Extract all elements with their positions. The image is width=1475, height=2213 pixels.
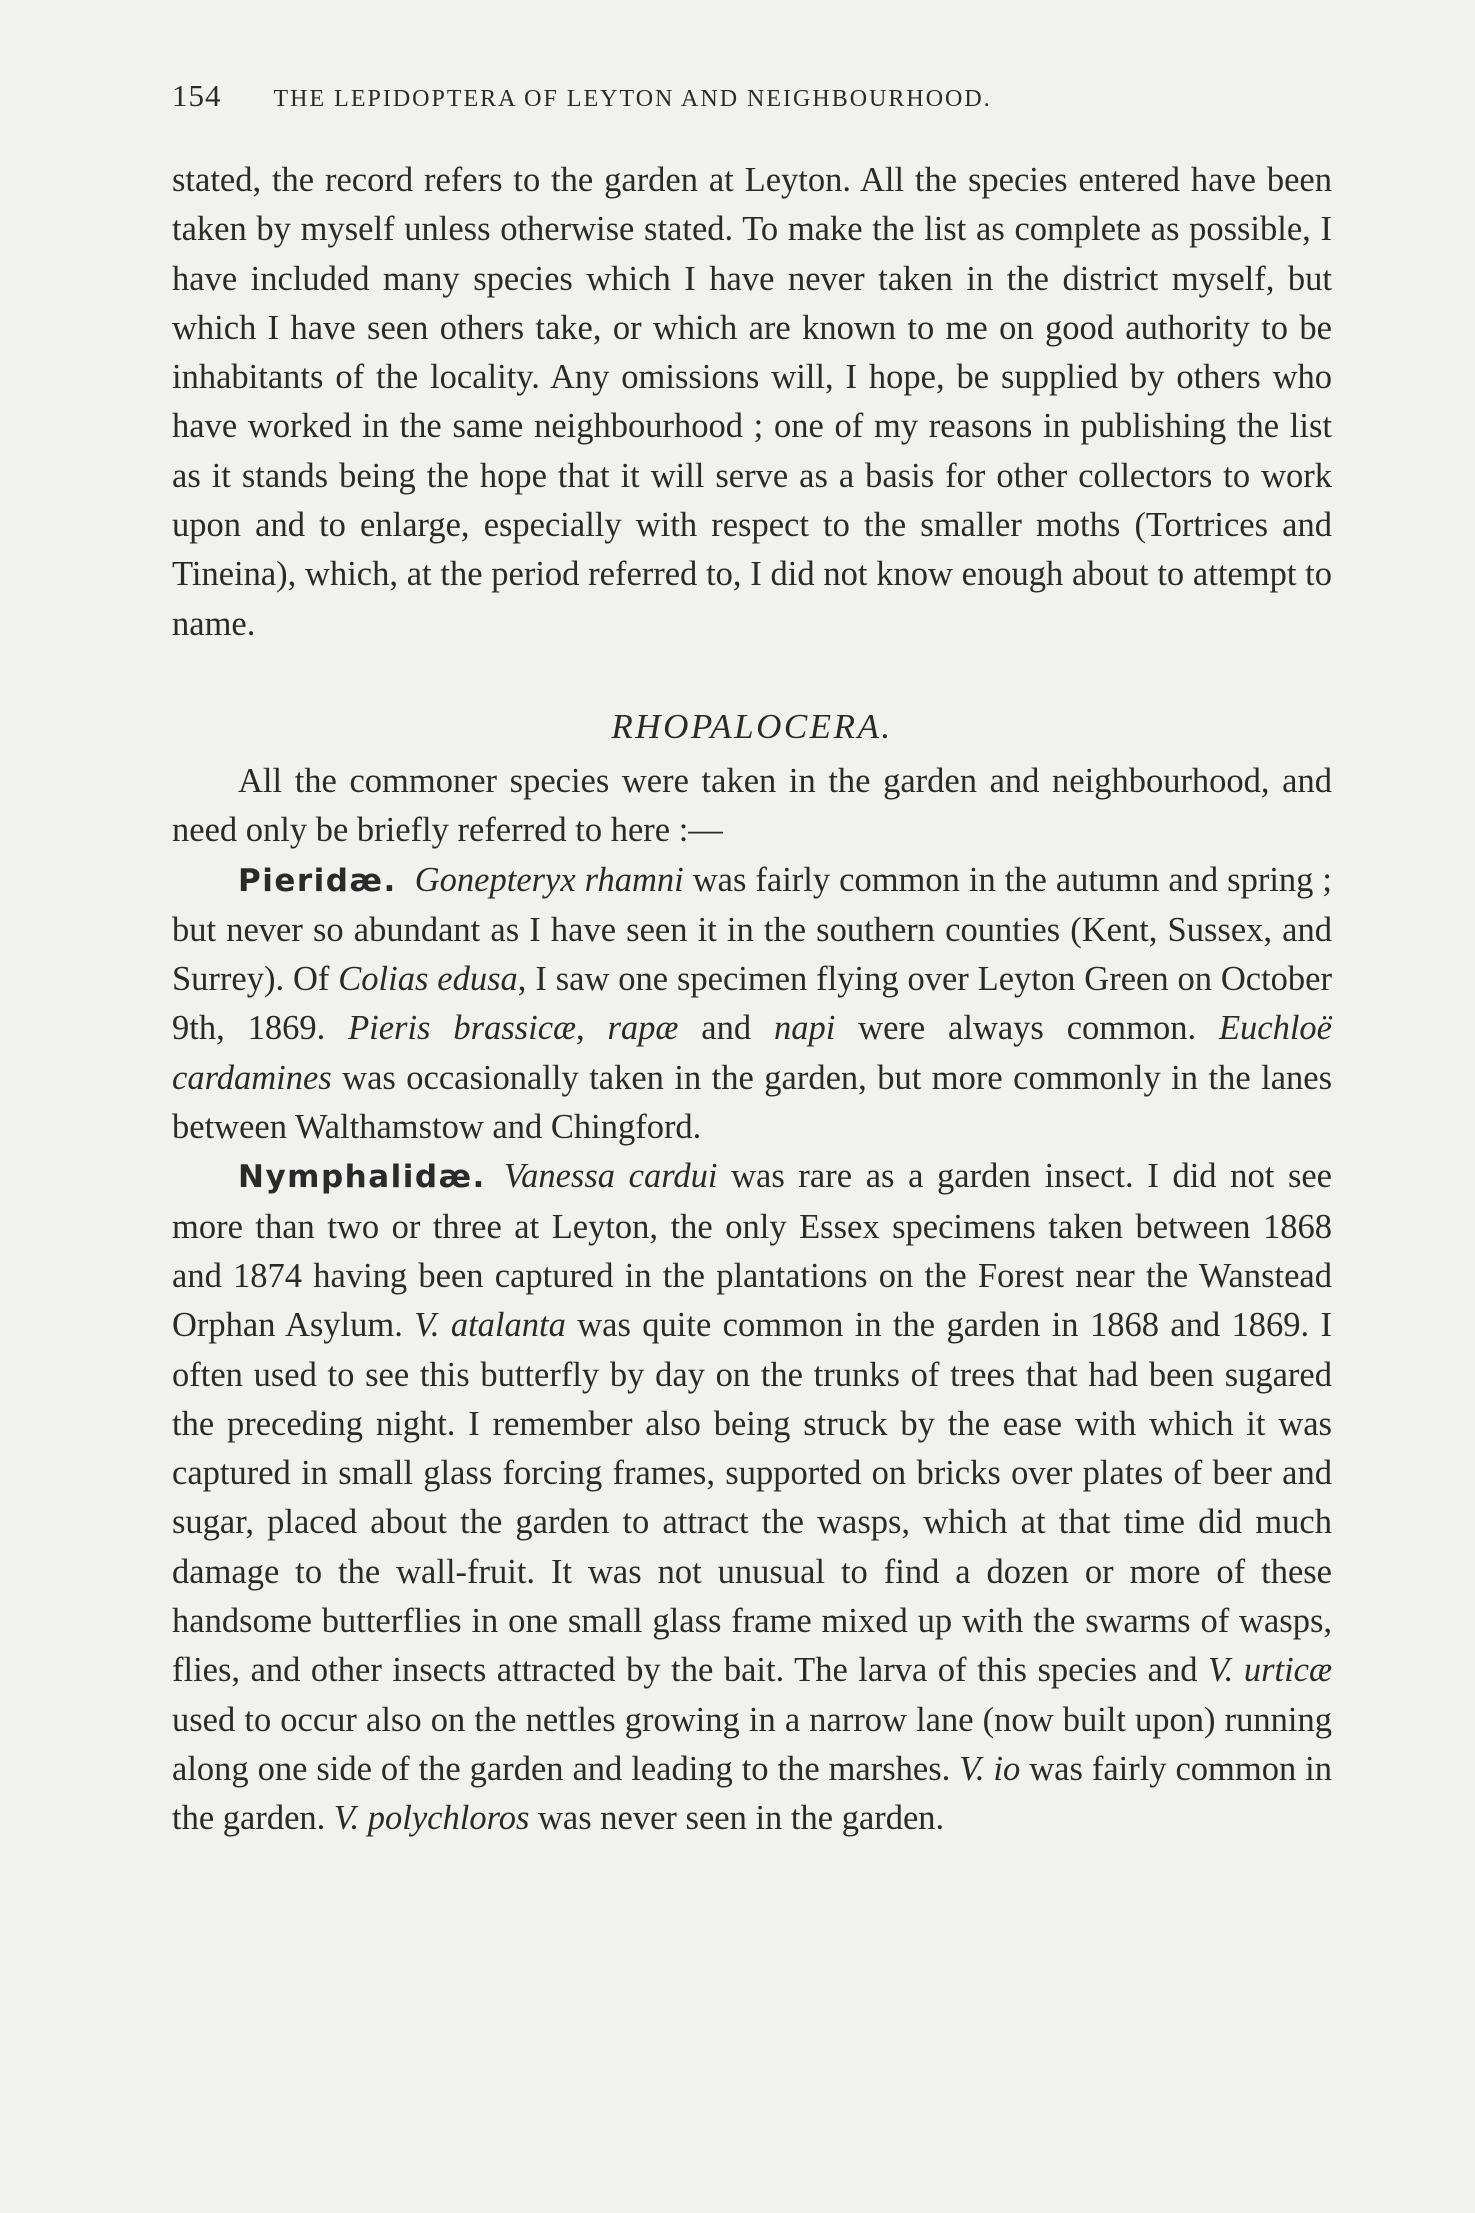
species-name: napi	[773, 1009, 836, 1048]
paragraph-text: was fairly common in the autumn and spring ; but never so abundant as I have seen it in the southern counties (Kent, Sussex, and Surrey). Of	[172, 860, 1333, 999]
intro-paragraph: stated, the record refers to the garden at Leyton. All the species entered have been taken by myself unless otherwise stated. To make the list as complete as possible, I have included many species which I have never taken in the district myself, but which I have seen others take, or which are known to me on good authority to be inhabitants of the locality. Any omissions will, I hope, be supplied by others who have worked in the same neighbourhood ; one of my reasons in publishing the list as it stands being the hope that it will serve as a basis for other collectors to work upon and to enlarge, especially with respect to the smaller moths (Tortrices and Tineina), which, at the period referred to, I did not know enough about to attempt to name.	[172, 161, 1332, 643]
species-name: Vanessa cardui	[503, 1157, 718, 1196]
running-title: THE LEPIDOPTERA OF LEYTON AND NEIGHBOURHOOD.	[273, 86, 992, 112]
family-name-pieridae: Pieridæ.	[238, 862, 397, 899]
species-name: rapæ	[607, 1009, 679, 1048]
species-name: Colias edusa	[338, 960, 518, 999]
paragraph-text: was never seen in the garden.	[529, 1799, 945, 1838]
paragraph-text: was fairly common in the garden.	[172, 1749, 1333, 1838]
species-name: V. io	[959, 1749, 1021, 1788]
section-heading: RHOPALOCERA.	[611, 706, 893, 746]
paragraph-text: ,	[576, 1009, 608, 1048]
nymphalidae-paragraph	[172, 1152, 1332, 1843]
paragraph-text: used to occur also on the nettles growing in a narrow lane (now built upon) running along one side of the garden and leading to the marshes.	[172, 1700, 1332, 1788]
family-name-nymphalidae: Nymphalidæ.	[238, 1159, 486, 1196]
paragraph-text: was rare as a garden insect. I did not see more than two or three at Leyton, the only Essex specimens taken between 1868 and 1874 having been captured in the plantations on the Forest near the Wanstead Orphan Asylum.	[172, 1157, 1332, 1345]
paragraph-text: and	[678, 1009, 774, 1048]
paragraph-text: was quite common in the garden in 1868 and 1869. I often used to see this butterfly by day on the trunks of trees that had been sugared the preceding night. I remember also being struck by the ease with which it was captured in small glass forcing frames, supported on bricks over plates of beer and sugar, placed about the garden to attract the wasps, which at that time did much damage to the wall-fruit. It was not unusual to find a dozen or more of these handsome butterflies in one small glass frame mixed up with the swarms of wasps, flies, and other insects attracted by the bait. The larva of this species and	[172, 1306, 1333, 1690]
species-name: V. atalanta	[414, 1306, 566, 1345]
paragraph-text: was occasionally taken in the garden, but more commonly in the lanes between Walthamstow and Chingford.	[172, 1058, 1332, 1147]
species-name: V. polychloros	[333, 1799, 530, 1838]
species-name: Pieris brassicæ	[348, 1009, 577, 1048]
species-name: V. urticæ	[1208, 1651, 1332, 1690]
running-head	[172, 78, 1332, 114]
species-name: Euchloë cardamines	[172, 1009, 1332, 1097]
paragraph-text: , I saw one specimen flying over Leyton Green on October 9th, 1869.	[172, 960, 1332, 1048]
book-page	[172, 60, 1332, 1844]
section-lead-paragraph: All the commoner species were taken in the garden and neighbourhood, and need only be briefly referred to here :—	[172, 761, 1332, 850]
pieridae-paragraph	[172, 856, 1332, 1153]
species-name: Gonepteryx rhamni	[414, 860, 684, 899]
paragraph-text: were always common.	[835, 1009, 1219, 1048]
page-number: 154	[172, 78, 222, 113]
